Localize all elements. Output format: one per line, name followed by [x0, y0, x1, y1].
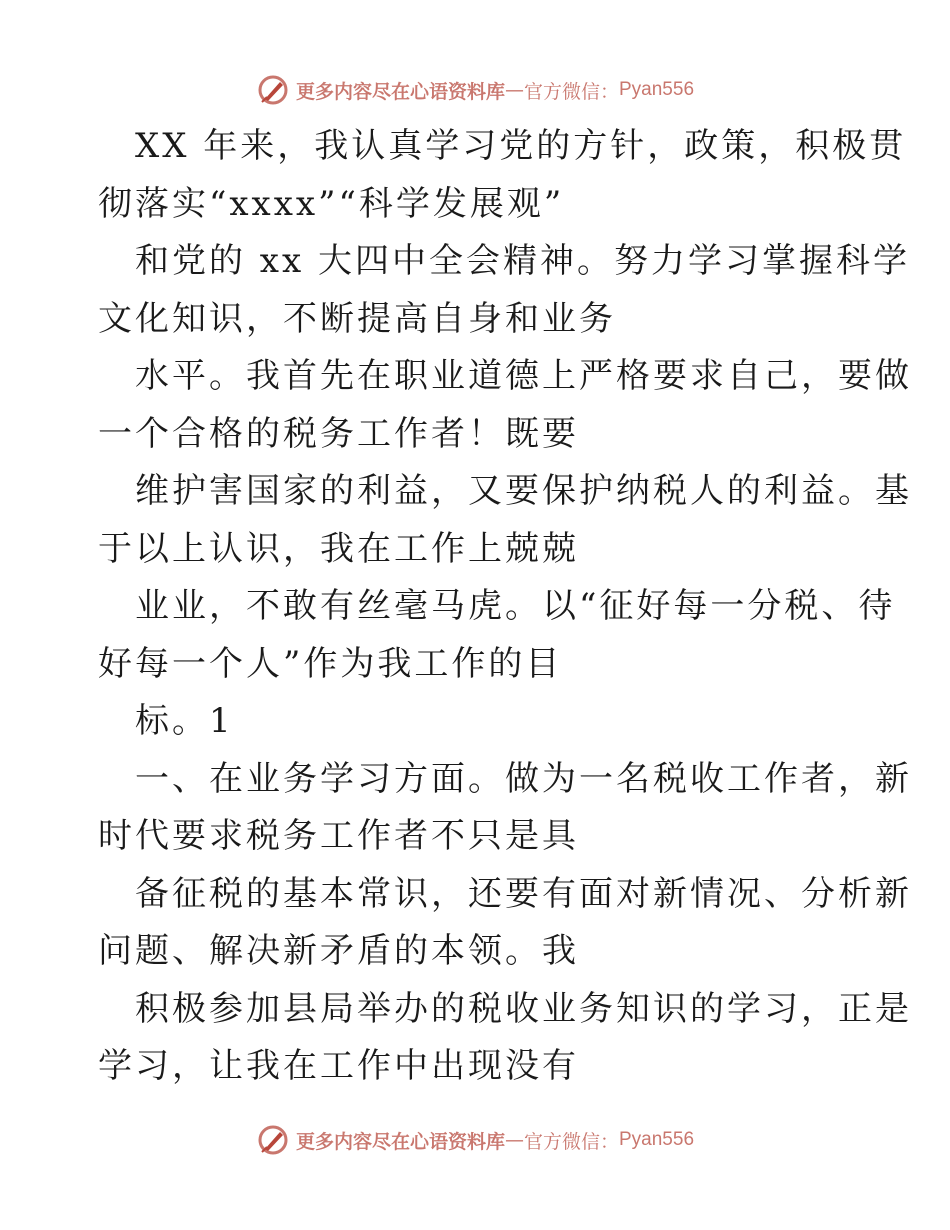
- text-line: 一个合格的税务工作者！既要: [98, 413, 579, 454]
- text-line: 于以上认识，我在工作上兢兢: [98, 528, 579, 569]
- banner-wechat-id: Pyan556: [619, 79, 695, 100]
- document-body: [98, 118, 912, 1096]
- text-line: 一、在业务学习方面。做为一名税收工作者，新: [135, 758, 912, 799]
- text-line: 彻落实“xxxx”“科学发展观”: [98, 183, 565, 224]
- header-watermark-banner: [0, 70, 950, 110]
- quill-logo-icon: [256, 1123, 290, 1157]
- text-line: 文化知识，不断提高自身和业务: [98, 298, 616, 339]
- banner-wechat-id: Pyan556: [619, 1129, 695, 1150]
- text-line: XX 年来，我认真学习党的方针，政策，积极贯: [135, 126, 907, 166]
- quill-logo-icon: [256, 73, 290, 107]
- text-line: 业业，不敢有丝毫马虎。以“征好每一分税、待: [135, 586, 896, 626]
- text-line: 好每一个人”作为我工作的目: [98, 643, 563, 684]
- banner-main-text: 更多内容尽在心语资料库: [295, 80, 505, 103]
- banner-wechat-label: 官方微信：: [523, 1130, 619, 1153]
- text-line: 标。1: [135, 701, 234, 741]
- banner-separator: —: [504, 79, 524, 101]
- text-line: 备征税的基本常识，还要有面对新情况、分析新: [135, 873, 912, 914]
- banner-wechat-label: 官方微信：: [523, 80, 619, 103]
- banner-main-text: 更多内容尽在心语资料库: [295, 1130, 505, 1153]
- text-line: 时代要求税务工作者不只是具: [98, 816, 579, 856]
- text-line: 学习，让我在工作中出现没有: [98, 1046, 579, 1086]
- text-line: 问题、解决新矛盾的本领。我: [98, 931, 579, 971]
- text-line: 和党的 xx 大四中全会精神。努力学习掌握科学: [135, 241, 910, 281]
- banner-separator: —: [504, 1129, 524, 1151]
- footer-watermark-banner: [0, 1120, 950, 1160]
- text-line: 积极参加县局举办的税收业务知识的学习，正是: [135, 988, 912, 1029]
- text-line: 水平。我首先在职业道德上严格要求自己，要做: [135, 356, 912, 396]
- text-line: 维护害国家的利益，又要保护纳税人的利益。基: [135, 471, 912, 511]
